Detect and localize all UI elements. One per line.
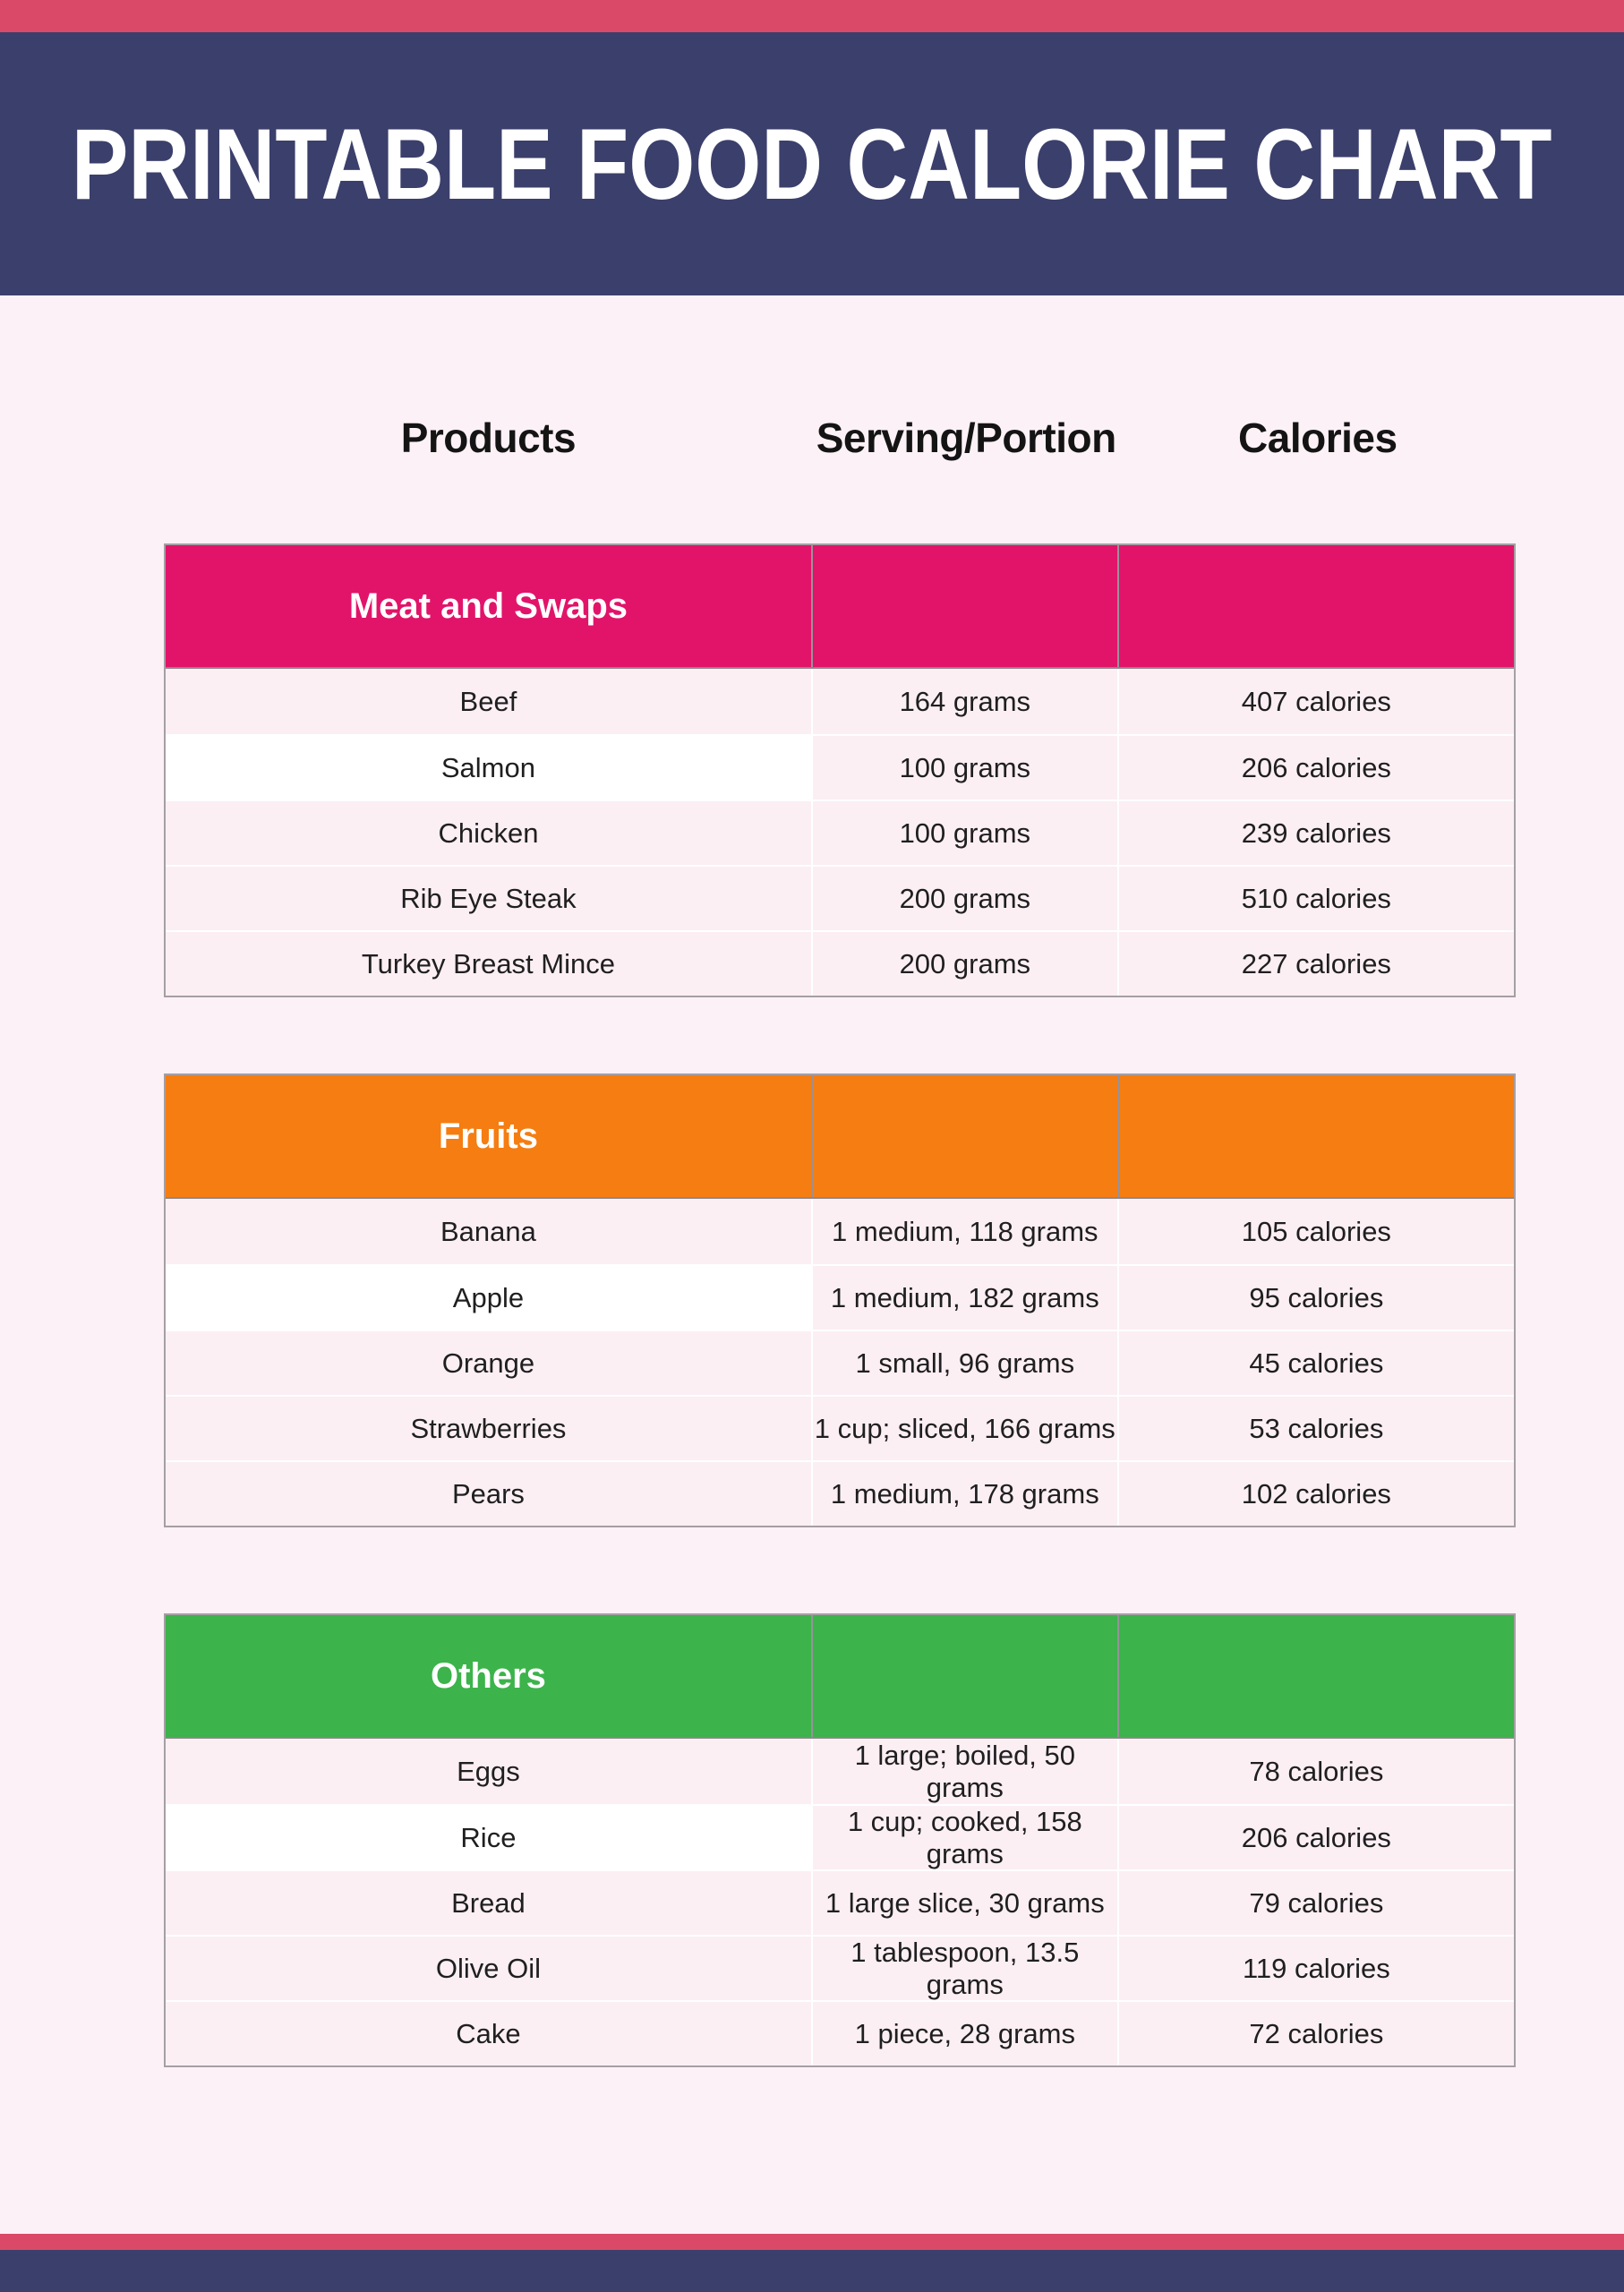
section-title: Others	[430, 1655, 546, 1696]
table-row	[166, 930, 1514, 996]
table-body	[166, 669, 1514, 996]
serving-cell: 1 medium, 178 grams	[813, 1462, 1119, 1526]
product-cell: Chicken	[166, 801, 813, 865]
table-section-header	[166, 545, 1514, 669]
table-body	[166, 1739, 1514, 2065]
table-row	[166, 2000, 1514, 2065]
calories-cell: 119 calories	[1242, 1952, 1390, 1984]
table-row	[166, 669, 1514, 734]
table-row	[166, 1395, 1514, 1460]
table-fruits	[164, 1073, 1516, 1527]
serving-cell: 1 small, 96 grams	[813, 1331, 1119, 1395]
table-meat-and-swaps	[164, 543, 1516, 997]
bottom-accent-bar	[0, 2234, 1624, 2250]
table-row	[166, 800, 1514, 865]
top-accent-bar	[0, 0, 1624, 32]
serving-cell: 200 grams	[813, 867, 1119, 930]
section-header-cell	[813, 1075, 1119, 1197]
serving-cell: 200 grams	[813, 932, 1119, 996]
section-title: Fruits	[438, 1116, 538, 1156]
product-cell: Salmon	[166, 736, 813, 800]
page-title: PRINTABLE FOOD CALORIE CHART	[72, 107, 1552, 220]
serving-cell: 1 cup; cooked, 158 grams	[813, 1806, 1119, 1869]
calories-cell: 79 calories	[1249, 1886, 1384, 1919]
calories-cell: 78 calories	[1249, 1755, 1384, 1787]
section-title: Meat and Swaps	[348, 586, 628, 626]
serving-cell: 100 grams	[813, 736, 1119, 800]
section-header-cell	[166, 545, 813, 667]
calories-cell: 407 calories	[1241, 685, 1391, 717]
table-row	[166, 1739, 1514, 1804]
product-cell: Bread	[166, 1871, 813, 1935]
serving-cell: 1 tablespoon, 13.5 grams	[813, 1937, 1119, 2000]
column-header-calories: Calories	[1238, 415, 1397, 461]
section-header-cell	[813, 1615, 1119, 1737]
table-row	[166, 1330, 1514, 1395]
calories-cell: 206 calories	[1241, 751, 1391, 783]
table-row	[166, 1199, 1514, 1264]
section-header-cell	[1119, 1075, 1514, 1197]
product-cell: Cake	[166, 2002, 813, 2065]
calories-cell: 102 calories	[1241, 1477, 1391, 1509]
table-body	[166, 1199, 1514, 1526]
bottom-navy-band	[0, 2250, 1624, 2292]
calories-cell: 510 calories	[1241, 882, 1391, 914]
serving-cell: 1 cup; sliced, 166 grams	[813, 1397, 1119, 1460]
table-row	[166, 734, 1514, 800]
serving-cell: 164 grams	[813, 669, 1119, 734]
serving-cell: 1 large; boiled, 50 grams	[813, 1739, 1119, 1804]
section-header-cell	[1119, 545, 1514, 667]
product-cell: Rib Eye Steak	[166, 867, 813, 930]
table-row	[166, 1804, 1514, 1869]
serving-cell: 1 piece, 28 grams	[813, 2002, 1119, 2065]
product-cell: Rice	[166, 1806, 813, 1869]
table-row	[166, 1869, 1514, 1935]
table-row	[166, 1264, 1514, 1330]
product-cell: Banana	[166, 1199, 813, 1264]
serving-cell: 1 medium, 182 grams	[813, 1266, 1119, 1330]
column-headers	[164, 414, 1516, 462]
section-header-cell	[166, 1075, 813, 1197]
product-cell: Turkey Breast Mince	[166, 932, 813, 996]
title-banner	[0, 32, 1624, 295]
calories-cell: 105 calories	[1241, 1215, 1391, 1247]
column-header-serving: Serving/Portion	[816, 415, 1116, 461]
table-row	[166, 1460, 1514, 1526]
serving-cell: 100 grams	[813, 801, 1119, 865]
calories-cell: 72 calories	[1249, 2017, 1384, 2049]
calories-cell: 95 calories	[1249, 1281, 1384, 1313]
product-cell: Beef	[166, 669, 813, 734]
product-cell: Olive Oil	[166, 1937, 813, 2000]
product-cell: Orange	[166, 1331, 813, 1395]
serving-cell: 1 large slice, 30 grams	[813, 1871, 1119, 1935]
calories-cell: 227 calories	[1241, 947, 1391, 979]
table-section-header	[166, 1615, 1514, 1739]
section-header-cell	[813, 545, 1119, 667]
product-cell: Strawberries	[166, 1397, 813, 1460]
calories-cell: 45 calories	[1249, 1347, 1384, 1379]
product-cell: Pears	[166, 1462, 813, 1526]
product-cell: Apple	[166, 1266, 813, 1330]
serving-cell: 1 medium, 118 grams	[813, 1199, 1119, 1264]
calories-cell: 206 calories	[1241, 1821, 1391, 1853]
table-section-header	[166, 1075, 1514, 1199]
calories-cell: 239 calories	[1241, 817, 1391, 849]
table-others	[164, 1613, 1516, 2067]
section-header-cell	[166, 1615, 813, 1737]
table-row	[166, 1935, 1514, 2000]
section-header-cell	[1119, 1615, 1514, 1737]
table-row	[166, 865, 1514, 930]
product-cell: Eggs	[166, 1739, 813, 1804]
column-header-products: Products	[400, 415, 577, 461]
calories-cell: 53 calories	[1249, 1412, 1384, 1444]
